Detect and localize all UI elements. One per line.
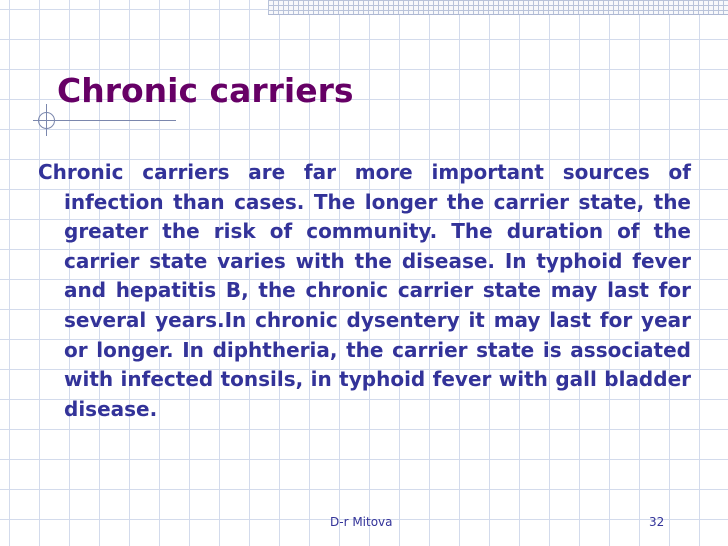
slide-number: 32: [649, 515, 665, 529]
header-hatch-band: [268, 0, 728, 15]
crosshair-vertical-line: [46, 104, 47, 136]
footer-author: D-r Mitova: [330, 515, 393, 529]
slide-title: Chronic carriers: [57, 71, 354, 110]
slide-body-text: Chronic carriers are far more important sources of infection than cases. The longer the carrier state, the greater the risk of community. The duration of the carrier state varies with the disease. In typhoid fever and hepatitis B, the chronic carrier state may last for several years.In chronic dysentery it may last for year or longer. In diphtheria, the carrier state is associated with infected tonsils, in typhoid fever with gall bladder disease.: [38, 160, 691, 421]
